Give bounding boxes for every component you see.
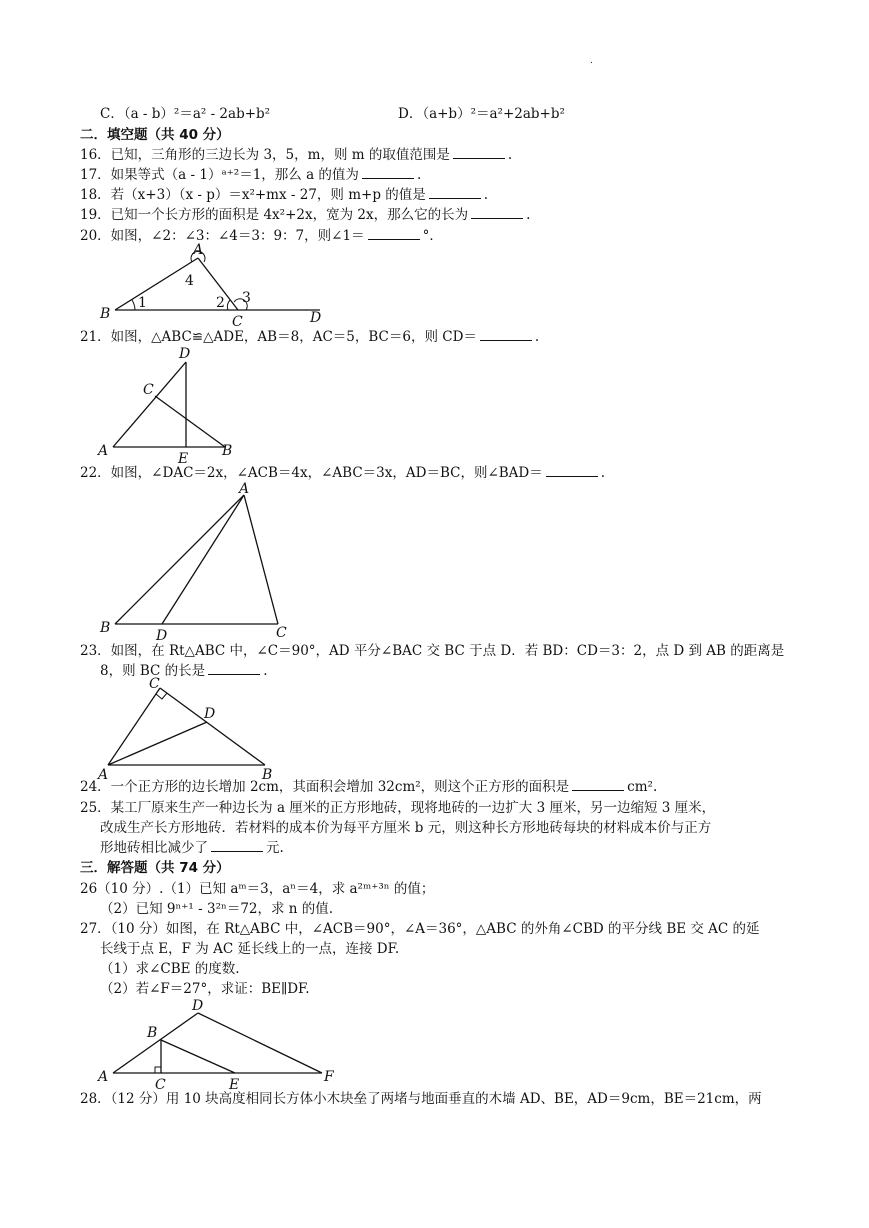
label-C: C	[155, 1077, 166, 1093]
label-D: D	[192, 998, 204, 1014]
label-B: B	[100, 306, 111, 322]
question-19: 19．已知一个长方形的面积是 4x²+2x，宽为 2x，那么它的长为 .	[80, 207, 531, 223]
question-27-line1: 27．（10 分）如图，在 Rt△ABC 中，∠ACB＝90°，∠A＝36°，△ABC 的外角∠CBD 的平分线 BE 交 AC 的延	[80, 921, 760, 937]
label-C: C	[143, 382, 154, 398]
angle-3: 3	[242, 290, 251, 306]
question-25-line1: 25．某工厂原来生产一种边长为 a 厘米的正方形地砖，现将地砖的一边扩大 3 厘米，另一边缩短 3 厘米，	[80, 800, 716, 816]
question-22: 22．如图，∠DAC＝2x，∠ACB＝4x，∠ABC＝3x，AD＝BC，则∠BAD＝ .	[80, 465, 606, 481]
label-A: A	[98, 1069, 109, 1085]
label-C: C	[232, 314, 243, 330]
label-E: E	[229, 1077, 240, 1093]
question-25-line3: 形地砖相比减少了 元.	[100, 840, 284, 856]
label-A: A	[193, 242, 204, 258]
label-B: B	[147, 1025, 158, 1041]
question-21: 21．如图，△ABC≌△ADE，AB＝8，AC＝5，BC＝6，则 CD＝ .	[80, 329, 540, 345]
question-20: 20．如图，∠2：∠3：∠4＝3：9：7，则∠1＝ °．	[80, 228, 443, 244]
question-18: 18．若（x+3）（x - p）＝x²+mx - 27，则 m+p 的值是 .	[80, 187, 489, 203]
label-D: D	[179, 346, 191, 362]
label-B: B	[222, 443, 233, 459]
label-E: E	[178, 451, 189, 467]
question-23-line2: 8，则 BC 的长是 .	[100, 663, 268, 679]
question-27-part1: （1）求∠CBE 的度数.	[100, 961, 240, 977]
section-answer-title: 三．解答题（共 74 分）	[80, 860, 230, 876]
question-17: 17．如果等式（a - 1）ᵃ⁺²＝1，那么 a 的值为 .	[80, 167, 422, 183]
question-24: 24．一个正方形的边长增加 2cm，其面积会增加 32cm²，则这个正方形的面积是 cm².	[80, 779, 658, 795]
question-16: 16．已知，三角形的三边长为 3，5，m，则 m 的取值范围是 .	[80, 147, 513, 163]
angle-4: 4	[185, 273, 194, 289]
question-26-part2: （2）已知 9ⁿ⁺¹ - 3²ⁿ＝72，求 n 的值.	[100, 901, 334, 917]
label-B: B	[262, 767, 273, 783]
label-D: D	[204, 706, 216, 722]
label-F: F	[324, 1069, 334, 1085]
angle-1: 1	[138, 295, 147, 311]
label-B: B	[100, 620, 111, 636]
angle-2: 2	[216, 295, 225, 311]
question-27-part2: （2）若∠F＝27°，求证：BE∥DF.	[100, 981, 310, 997]
label-C: C	[149, 676, 160, 692]
question-28-line1: 28．（12 分）用 10 块高度相同长方体小木块垒了两堵与地面垂直的木墙 AD、BE，AD＝9cm，BE＝21cm，两	[80, 1091, 762, 1107]
question-23-line1: 23．如图，在 Rt△ABC 中，∠C＝90°，AD 平分∠BAC 交 BC 于点 D．若 BD：CD＝3：2，点 D 到 AB 的距离是	[80, 643, 785, 659]
option-c: C．（a - b）²＝a² - 2ab+b²	[100, 106, 271, 122]
section-fill-blank-title: 二．填空题（共 40 分）	[80, 127, 230, 143]
label-A: A	[98, 767, 109, 783]
label-C: C	[276, 625, 287, 641]
header-dot: .	[590, 56, 593, 66]
question-27-line2: 长线于点 E，F 为 AC 延长线上的一点，连接 DF.	[100, 941, 400, 957]
label-A: A	[98, 443, 109, 459]
label-D: D	[156, 628, 168, 644]
label-D: D	[310, 310, 322, 326]
option-d: D．（a+b）²＝a²+2ab+b²	[398, 106, 565, 122]
question-25-line2: 改成生产长方形地砖．若材料的成本价为每平方厘米 b 元，则这种长方形地砖每块的材料成本价与正方	[100, 820, 712, 836]
question-26-part1: 26（10 分）.（1）已知 aᵐ＝3，aⁿ＝4，求 a²ᵐ⁺³ⁿ 的值；	[80, 881, 435, 897]
label-A: A	[239, 481, 250, 497]
